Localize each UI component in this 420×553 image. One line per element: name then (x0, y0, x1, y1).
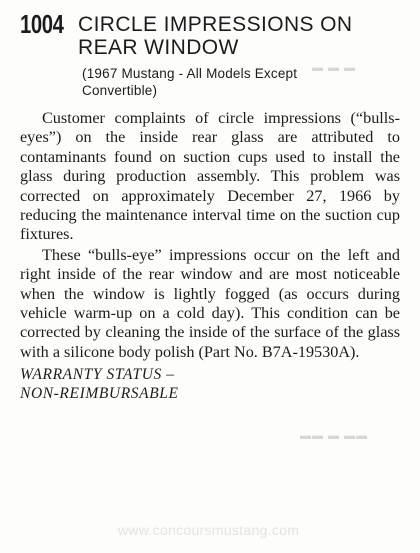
bulletin-subtitle: (1967 Mustang - All Models Except Convertible) (82, 66, 298, 98)
warranty-status-line: WARRANTY STATUS – (20, 366, 175, 384)
bulletin-body (20, 109, 400, 362)
bulletin-title: CIRCLE IMPRESSIONS ON REAR WINDOW (78, 13, 353, 59)
bleed-through-texture: ▬▬ ▬ ▬▬ (300, 430, 369, 442)
bulletin-page (20, 10, 400, 403)
warranty-status-line: NON-REIMBURSABLE (20, 385, 179, 403)
watermark: www.concoursmustang.com (118, 522, 300, 538)
bleed-through-texture: ▬ ▬ ▬ (312, 62, 357, 74)
body-paragraph: Customer complaints of circle impressions (“bulls-eyes”) on the inside rear glass are attributed to contaminants found on suction cups used to install the glass during production assembly. This problem was corrected on approximately December 27, 1966 by reducing the maintenance interval time on the suction cup fixtures. (20, 109, 400, 244)
body-paragraph: These “bulls-eye” impressions occur on the left and right inside of the rear window and are most noticeable when the window is lightly fogged (as occurs during vehicle warm-up on a cold day). This condition can be corrected by cleaning the inside of the surface of the glass with a silicone body polish (Part No. B7A-19530A). (20, 245, 400, 361)
bulletin-header (20, 10, 400, 59)
warranty-status (20, 365, 400, 403)
bulletin-number: 1004 (20, 9, 64, 39)
